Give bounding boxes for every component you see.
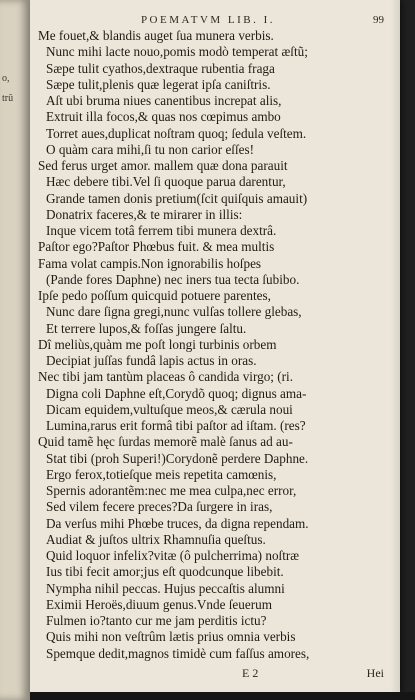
verse-line: Nunc mihi lacte nouo,pomis modò temperat æſtũ; (46, 44, 308, 60)
verse-line: Grande tamen donis pretium(ſcit quiſquis amauit) (46, 190, 308, 206)
verse-line: Sed vilem fecere preces?Da ſurgere in iras, (46, 499, 273, 515)
catchword: Hei (366, 666, 384, 680)
book-page (30, 0, 400, 692)
verse-line: Ipſe pedo poſſum quicquid potuere parentes, (38, 288, 271, 303)
verse-line: Et terrere lupos,& foſſas jungere ſaltu. (46, 320, 247, 336)
verse-line: Quis mihi non veſtrûm lætis prius omnia verbis (46, 629, 296, 645)
verse-line: Paſtor ego?Paſtor Phœbus fuit. & mea multis (38, 239, 275, 255)
verse-line: Stat tibi (proh Superi!)Corydonẽ perdere Daphne. (46, 450, 309, 466)
page-number: 99 (373, 14, 384, 26)
verse-line: Sæpe tulit cyathos,dextraque rubentia fraga (46, 60, 275, 76)
signature-mark: E 2 (242, 666, 259, 680)
scan-background (30, 692, 415, 700)
verse-line: Da verſus mihi Phœbe truces, da digna rependam. (46, 515, 309, 531)
verse-line: Nec tibi jam tantùm placeas ô candida virgo; (ri. (38, 369, 293, 385)
verse-line: Nympha nihil peccas. Hujus peccaſtis alumni (46, 580, 285, 596)
verse-line: Aſt ubi bruma niues canentibus increpat alis, (46, 93, 282, 108)
verse-line: Lumina,rarus erit formâ tibi paſtor ad iſtam. (res? (46, 418, 306, 433)
verse-line: Quid tamẽ hęc ſurdas memorẽ malè ſanus ad au- (38, 434, 293, 450)
verse-line: Extruit illa focos,& quas nos cœpimus ambo (46, 109, 281, 125)
verse-line: Digna coli Daphne eſt,Corydõ quoq; dignus ama- (46, 385, 307, 401)
verse-line: Hæc debere tibi.Vel ſi quoque parua darentur, (46, 174, 286, 190)
previous-page-edge (0, 0, 30, 700)
verse-line: Ergo ferox,totieſque meis repetita camœnis, (46, 466, 277, 482)
margin-fragment: trû (2, 93, 14, 104)
verse-line: Spemque dedit,magnos timidè cum faſſus amores, (46, 645, 310, 661)
verse-line: Torret aues,duplicat noſtram quoq; ſedula veſtem. (46, 125, 307, 141)
verse-line: Donatrix faceres,& te mirarer in illis: (46, 206, 243, 222)
verse-line: Sed ferus urget amor. mallem quæ dona parauit (38, 158, 288, 173)
verse-line: Quid loquor infelix?vitæ (ô pulcherrima) noſtræ (46, 548, 300, 563)
verse-line: Spernis adorantẽm:nec me mea culpa,nec error, (46, 483, 297, 498)
verse-line: Audiat & juſtos ultrix Rhamnuſia queſtus. (46, 531, 266, 547)
verse-line: Dicam equidem,vultuſque meos,& cærula noui (46, 401, 293, 417)
margin-fragment: o, (2, 73, 10, 84)
verse-line: Ius tibi fecit amor;jus eſt quodcunque libebit. (46, 564, 284, 580)
verse-line: Eximii Heroës,diuum genus.Vnde ſeuerum (46, 596, 272, 612)
verse-line: O quàm cara mihi,ſi tu non carior eſſes! (46, 141, 254, 157)
verse-line: Me fouet,& blandis auget ſua munera verbis. (38, 28, 274, 43)
verse-line: (Pande fores Daphne) nec iners tua tecta ſubibo. (46, 271, 300, 287)
verse-line: Nunc dare ſigna gregi,nunc vulſas tollere glebas, (46, 304, 302, 320)
verse-line: Inque vicem totâ ferrem tibi munera dextrâ. (46, 223, 277, 238)
verse-line: Sæpe tulit,plenis quæ legerat ipſa caniſtris. (46, 76, 271, 92)
verse-line: Dî meliùs,quàm me poſt longi turbinis orbem (38, 336, 277, 352)
running-head: POEMATVM LIB. I. (140, 14, 276, 26)
verse-line: Decipiat juſſas fundâ lapis actus in oras. (46, 353, 257, 368)
verse-line: Fama volat campis.Non ignorabilis hoſpes (38, 255, 262, 271)
verse-line: Fulmen io?tanto cur me jam perditis ictu? (46, 613, 267, 628)
verse-block (38, 28, 390, 662)
